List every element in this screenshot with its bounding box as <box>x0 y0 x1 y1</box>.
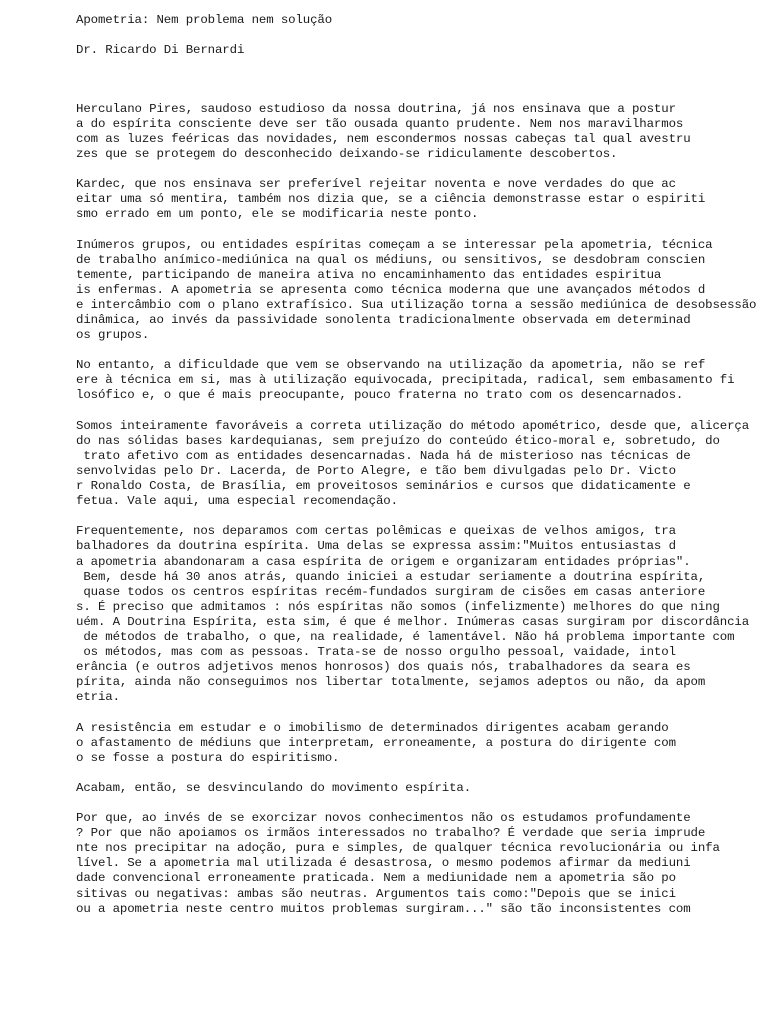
text-line: Herculano Pires, saudoso estudioso da nossa doutrina, já nos ensinava que a postur <box>76 101 676 116</box>
paragraph <box>76 524 768 705</box>
document-page <box>76 13 768 917</box>
document-author: Dr. Ricardo Di Bernardi <box>76 42 245 57</box>
text-line: Frequentemente, nos deparamos com certas polêmicas e queixas de velhos amigos, tra <box>76 524 676 539</box>
text-line: r Ronaldo Costa, de Brasília, em proveitosos seminários e cursos que didaticamente e <box>76 479 691 494</box>
text-line: trato afetivo com as entidades desencarnadas. Nada há de misterioso nas técnicas de <box>76 448 691 463</box>
text-line: uém. A Doutrina Espírita, esta sim, é que é melhor. Inúmeras casas surgiram por discordância <box>76 614 750 629</box>
text-line: is enfermas. A apometria se apresenta como técnica moderna que une avançados métodos d <box>76 282 706 297</box>
paragraph <box>76 419 768 510</box>
text-line: Somos inteiramente favoráveis a correta utilização do método apométrico, desde que, alicerça <box>76 418 750 433</box>
text-line: quase todos os centros espíritas recém-fundados surgiram de cisões em casas anteriore <box>76 584 706 599</box>
text-line: sitivas ou negativas: ambas são neutras. Argumentos tais como:"Depois que se inici <box>76 886 676 901</box>
text-line: Kardec, que nos ensinava ser preferível rejeitar noventa e nove verdades do que ac <box>76 177 676 192</box>
text-line: erância (e outros adjetivos menos honrosos) dos quais nós, trabalhadores da seara es <box>76 660 691 675</box>
text-line: lível. Se a apometria mal utilizada é desastrosa, o mesmo podemos afirmar da mediuni <box>76 856 691 871</box>
text-line: ere à técnica em si, mas à utilização equivocada, precipitada, radical, sem embasamento fi <box>76 373 735 388</box>
text-line: dinâmica, ao invés da passividade sonolenta tradicionalmente observada em determinad <box>76 313 691 327</box>
text-line: A resistência em estudar e o imobilismo de determinados dirigentes acabam gerando <box>76 720 669 735</box>
text-line: ou a apometria neste centro muitos problemas surgiram..." são tão inconsistentes com <box>76 901 691 916</box>
paragraph <box>76 781 768 796</box>
text-line: fetua. Vale aqui, uma especial recomendação. <box>76 494 398 509</box>
text-line: dade convencional erroneamente praticada. Nem a mediunidade nem a apometria são po <box>76 871 676 886</box>
text-line: zes que se protegem do desconhecido deixando-se ridiculamente descobertos. <box>76 146 618 161</box>
text-line: s. É preciso que admitamos : nós espíritas não somos (infelizmente) melhores do que ning <box>76 599 720 614</box>
document-title: Apometria: Nem problema nem solução <box>76 13 333 27</box>
text-line: os grupos. <box>76 328 150 343</box>
text-line: e intercâmbio com o plano extrafísico. Sua utilização torna a sessão mediúnica de desobsessão <box>76 297 757 312</box>
text-line: ? Por que não apoiamos os irmãos interessados no trabalho? É verdade que seria imprude <box>76 826 706 841</box>
text-line: do nas sólidas bases kardequianas, sem prejuízo do conteúdo ético-moral e, sobretudo, do <box>76 433 720 448</box>
text-line: temente, participando de maneira ativa no encaminhamento das entidades espiritua <box>76 267 662 282</box>
text-line: losófico e, o que é mais preocupante, pouco fraterna no trato com os desencarnados. <box>76 388 684 403</box>
paragraph <box>76 811 768 917</box>
text-line: No entanto, a dificuldade que vem se observando na utilização da apometria, não se ref <box>76 358 706 373</box>
text-line: a apometria abandonaram a casa espírita de origem e organizaram entidades próprias". <box>76 554 691 569</box>
paragraph <box>76 358 768 403</box>
text-line: Bem, desde há 30 anos atrás, quando iniciei a estudar seriamente a doutrina espírita, <box>76 569 706 584</box>
text-line: pírita, ainda não conseguimos nos libertar totalmente, sejamos adeptos ou não, da apom <box>76 675 706 690</box>
text-line: Acabam, então, se desvinculando do movimento espírita. <box>76 780 472 795</box>
text-line: o se fosse a postura do espiritismo. <box>76 750 340 765</box>
paragraph <box>76 102 768 162</box>
text-line: senvolvidas pelo Dr. Lacerda, de Porto Alegre, e tão bem divulgadas pelo Dr. Victo <box>76 463 676 478</box>
paragraph <box>76 721 768 766</box>
text-line: de métodos de trabalho, o que, na realidade, é lamentável. Não há problema importante com <box>76 629 735 644</box>
text-line: a do espírita consciente deve ser tão ousada quanto prudente. Nem nos maravilharmos <box>76 116 684 131</box>
text-line: o afastamento de médiuns que interpretam, erroneamente, a postura do dirigente com <box>76 735 676 750</box>
paragraph <box>76 177 768 222</box>
text-line: etria. <box>76 690 120 705</box>
document-body <box>76 102 768 917</box>
text-line: de trabalho anímico-mediúnica na qual os médiuns, ou sensitivos, se desdobram conscien <box>76 252 706 267</box>
text-line: Por que, ao invés de se exorcizar novos conhecimentos não os estudamos profundamente <box>76 811 691 826</box>
text-line: os métodos, mas com as pessoas. Trata-se de nosso orgulho pessoal, vaidade, intol <box>76 645 676 660</box>
paragraph <box>76 238 768 344</box>
text-line: com as luzes feéricas das novidades, nem escondermos nossas cabeças tal qual avestru <box>76 131 691 146</box>
text-line: balhadores da doutrina espírita. Uma delas se expressa assim:"Muitos entusiastas d <box>76 539 676 554</box>
text-line: smo errado em um ponto, ele se modificaria neste ponto. <box>76 207 479 222</box>
text-line: Inúmeros grupos, ou entidades espíritas começam a se interessar pela apometria, técnica <box>76 237 713 252</box>
text-line: eitar uma só mentira, também nos dizia que, se a ciência demonstrasse estar o espiriti <box>76 192 706 207</box>
text-line: nte nos precipitar na adoção, pura e simples, de qualquer técnica revolucionária ou infa <box>76 841 720 856</box>
